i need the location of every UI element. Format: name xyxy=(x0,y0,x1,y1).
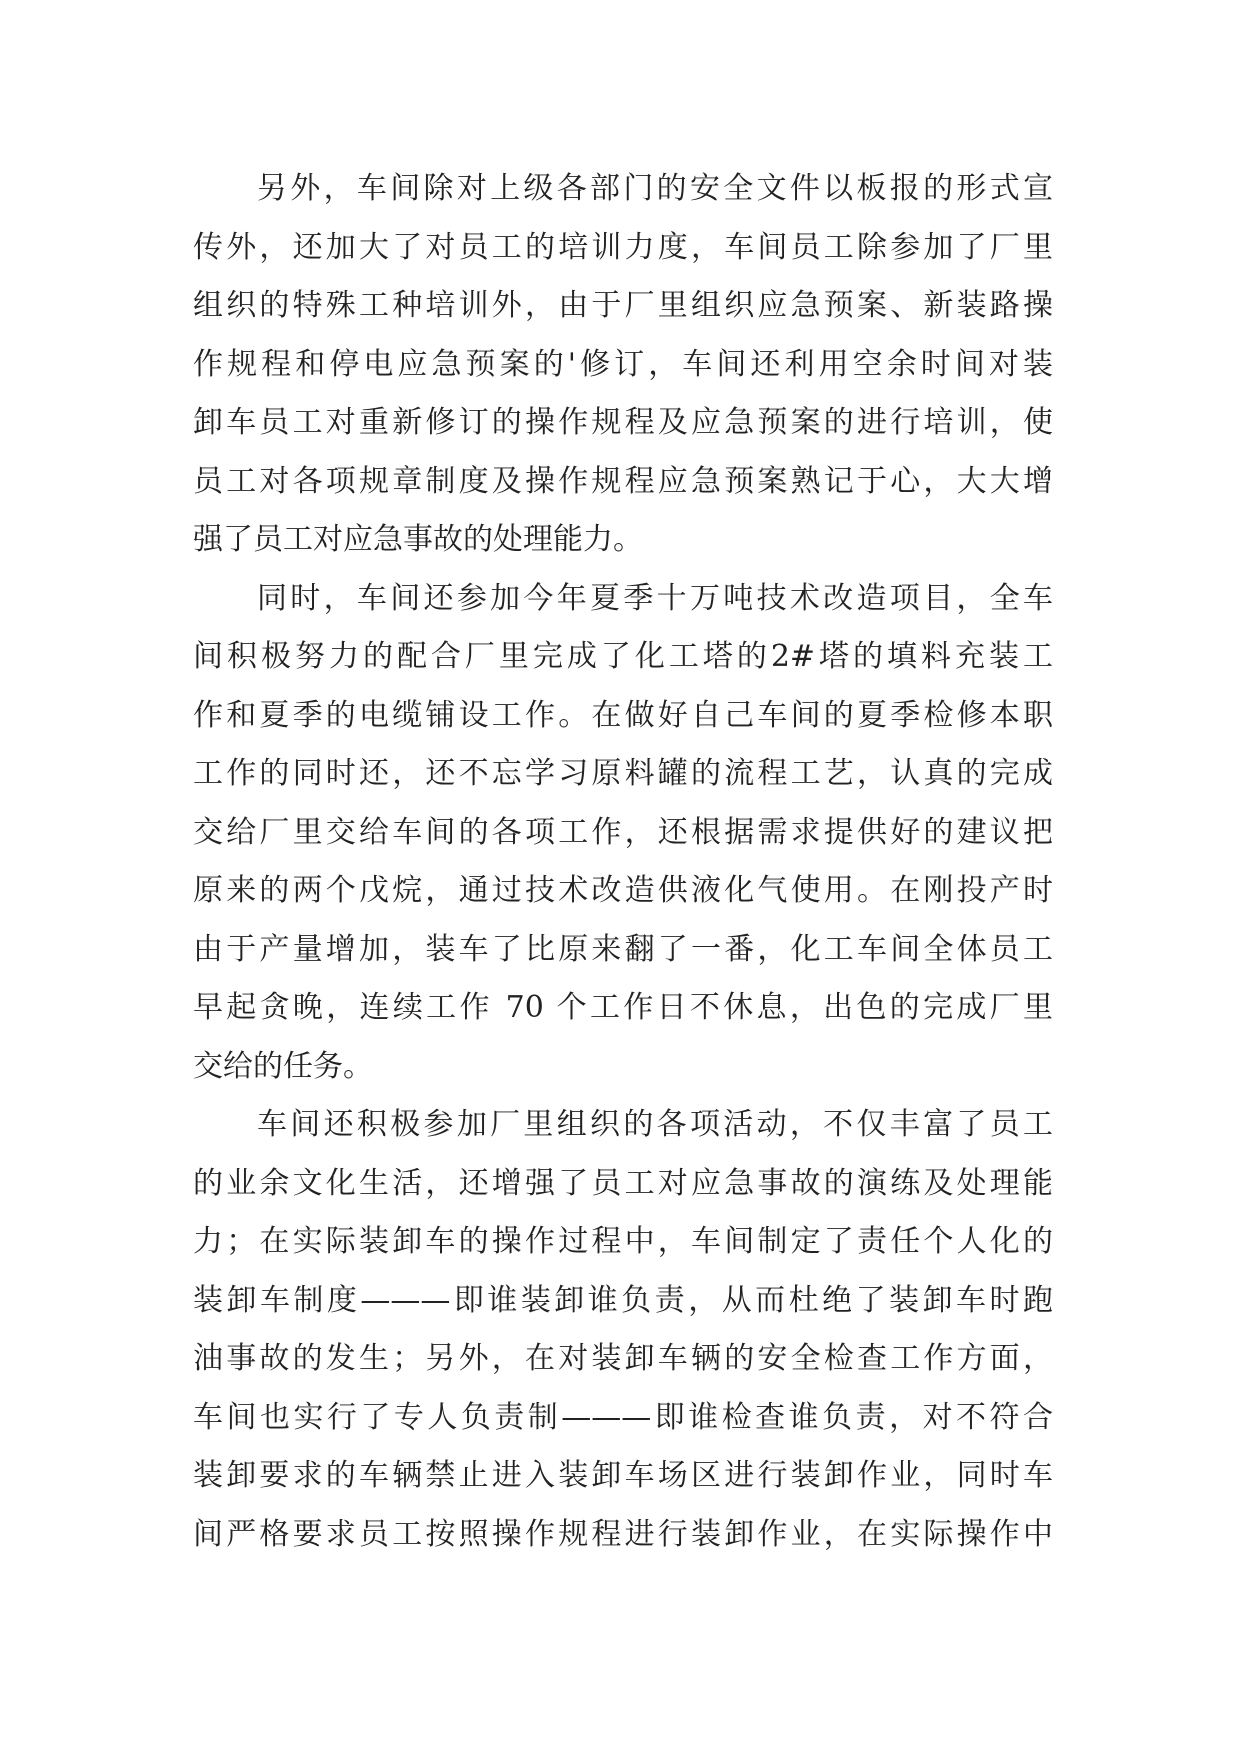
paragraph-2-line-8: 早起贪晚，连续工作 70 个工作日不休息，出色的完成厂里 xyxy=(193,990,1053,1025)
paragraph-2-line-9: 交给的任务。 xyxy=(193,1048,373,1084)
paragraph-2-line-2: 间积极努力的配合厂里完成了化工塔的2#塔的填料充装工 xyxy=(193,639,1053,674)
paragraph-2-line-4: 工作的同时还，还不忘学习原料罐的流程工艺，认真的完成 xyxy=(193,756,1053,791)
paragraph-2-line-7: 由于产量增加，装车了比原来翻了一番，化工车间全体员工 xyxy=(193,931,1053,967)
paragraph-3-line-7: 装卸要求的车辆禁止进入装卸车场区进行装卸作业，同时车 xyxy=(193,1458,1053,1493)
paragraph-3-line-1: 车间还积极参加厂里组织的各项活动，不仅丰富了员工 xyxy=(257,1107,1053,1142)
paragraph-2-line-5: 交给厂里交给车间的各项工作，还根据需求提供好的建议把 xyxy=(193,814,1053,850)
paragraph-2-line-1: 同时，车间还参加今年夏季十万吨技术改造项目，全车 xyxy=(257,580,1053,616)
paragraph-3-line-6: 车间也实行了专人负责制———即谁检查谁负责，对不符合 xyxy=(193,1399,1053,1435)
paragraph-3-line-2: 的业余文化生活，还增强了员工对应急事故的演练及处理能 xyxy=(193,1165,1053,1201)
paragraph-1-line-2: 传外，还加大了对员工的培训力度，车间员工除参加了厂里 xyxy=(193,229,1053,265)
paragraph-3-line-3: 力；在实际装卸车的操作过程中，车间制定了责任个人化的 xyxy=(193,1224,1053,1259)
paragraph-3-line-5: 油事故的发生；另外，在对装卸车辆的安全检查工作方面， xyxy=(193,1341,1053,1376)
paragraph-1-line-6: 员工对各项规章制度及操作规程应急预案熟记于心，大大增 xyxy=(193,463,1053,499)
paragraph-3-line-4: 装卸车制度———即谁装卸谁负责，从而杜绝了装卸车时跑 xyxy=(193,1282,1053,1318)
paragraph-1-line-1: 另外，车间除对上级各部门的安全文件以板报的形式宣 xyxy=(257,171,1053,206)
paragraph-1-line-7: 强了员工对应急事故的处理能力。 xyxy=(193,522,643,557)
paragraph-3-line-8: 间严格要求员工按照操作规程进行装卸作业，在实际操作中 xyxy=(193,1516,1053,1552)
paragraph-2-line-3: 作和夏季的电缆铺设工作。在做好自己车间的夏季检修本职 xyxy=(193,697,1053,733)
paragraph-1-line-4: 作规程和停电应急预案的'修订，车间还利用空余时间对装 xyxy=(193,346,1053,382)
paragraph-1-line-3: 组织的特殊工种培训外，由于厂里组织应急预案、新装路操 xyxy=(193,288,1053,323)
paragraph-2-line-6: 原来的两个戊烷，通过技术改造供液化气使用。在刚投产时 xyxy=(193,873,1053,908)
paragraph-1-line-5: 卸车员工对重新修订的操作规程及应急预案的进行培训，使 xyxy=(193,405,1053,440)
document-body xyxy=(193,160,1053,1564)
